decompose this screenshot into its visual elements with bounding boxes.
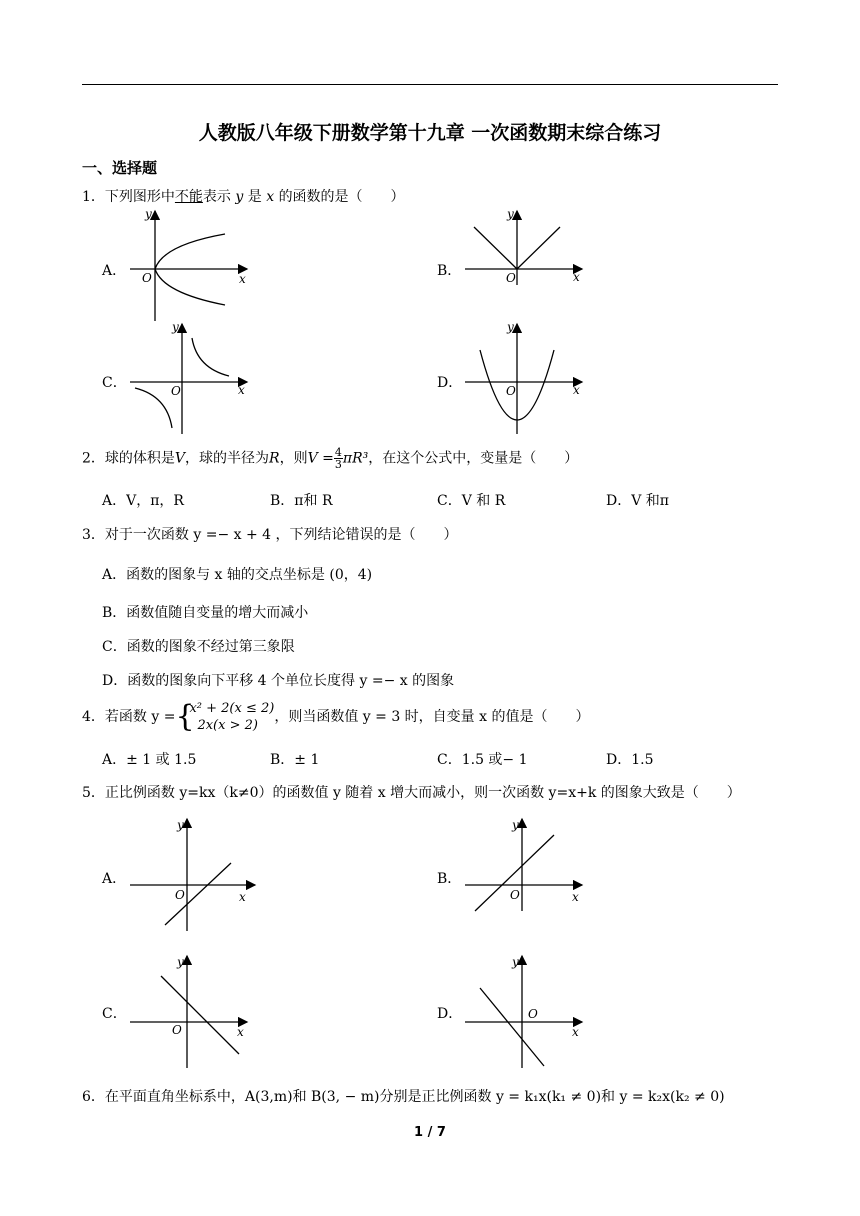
origin-label: O [142, 271, 152, 285]
q5-graph-b [460, 815, 590, 915]
q2-text-2: ，球的半径为 [185, 450, 270, 467]
question-6: 6．在平面直角坐标系中，A(3,m)和 B(3, − m)分别是正比例函数 y = k₁x(k₁ ≠ 0)和 y = k₂x(k₂ ≠ 0) [82, 1089, 725, 1105]
q2-formula-right: πR³ [342, 450, 369, 467]
q1-graph-c [125, 318, 255, 436]
question-1 [82, 186, 405, 206]
x-axis-label: x [239, 890, 246, 904]
q1-text-mid2: 是 [247, 189, 262, 205]
x-axis-label: x [573, 383, 580, 397]
origin-label: O [510, 888, 520, 902]
q2-option-b: B．π和 R [270, 493, 333, 509]
q1-text-mid: 表示 [202, 189, 231, 205]
q4-option-a: A．± 1 或 1.5 [102, 752, 197, 768]
q1-graph-d [460, 318, 590, 436]
q2-var-r: R [269, 450, 280, 467]
q4-option-d: D．1.5 [606, 752, 654, 768]
question-2 [82, 447, 578, 470]
x-axis-label: x [239, 272, 246, 286]
x-axis-label: x [572, 1025, 579, 1039]
x-axis-label: x [573, 270, 580, 284]
q2-formula-left: V = [307, 450, 334, 467]
q2-fraction [334, 447, 343, 470]
y-axis-label: y [512, 818, 519, 832]
x-axis-label: x [572, 890, 579, 904]
page-title: 人教版八年级下册数学第十九章 一次函数期末综合练习 [198, 122, 662, 144]
header-rule [82, 84, 778, 85]
q4-case-1: x² + 2(x ≤ 2) [189, 701, 275, 716]
q4-text-post: ，则当函数值 y = 3 时，自变量 x 的值是（ ） [274, 709, 590, 725]
q1-graph-b [460, 205, 590, 285]
q1-number: 1． [82, 189, 105, 205]
q4-case-2: 2x(x > 2) [197, 718, 258, 733]
q2-var-v: V [174, 450, 186, 467]
origin-label: O [172, 1023, 182, 1037]
q4-piecewise [175, 700, 274, 734]
q3-option-a: A．函数的图象与 x 轴的交点坐标是 (0，4) [102, 567, 373, 583]
q5-graph-d [460, 952, 590, 1072]
q2-text-4: ，在这个公式中，变量是（ ） [368, 450, 579, 467]
q3-option-d: D．函数的图象向下平移 4 个单位长度得 y =− x 的图象 [102, 673, 455, 689]
y-axis-label: y [507, 320, 514, 334]
q1-option-d-label: D． [437, 375, 463, 391]
q3-option-c: C．函数的图象不经过第三象限 [102, 639, 295, 655]
q2-frac-num: 4 [334, 446, 342, 459]
origin-label: O [175, 888, 185, 902]
origin-label: O [506, 384, 516, 398]
origin-label: O [171, 384, 181, 398]
q5-graph-a [125, 815, 255, 935]
q1-var-x: x [266, 189, 275, 205]
q4-option-b: B．± 1 [270, 752, 320, 768]
y-axis-label: y [177, 955, 184, 969]
question-5: 5．正比例函数 y=kx（k≠0）的函数值 y 随着 x 增大而减小，则一次函数 y=x+k 的图象大致是（ ） [82, 785, 741, 801]
q4-brace: { [175, 699, 195, 734]
q1-underlined: 不能 [174, 189, 203, 205]
question-4 [82, 700, 589, 734]
y-axis-label: y [507, 207, 514, 221]
origin-label: O [506, 271, 516, 285]
x-axis-label: x [237, 1025, 244, 1039]
q1-text-post: 的函数的是（ ） [278, 189, 405, 205]
page-number: 1 / 7 [414, 1125, 446, 1140]
q5-option-a-label: A． [102, 871, 127, 887]
q2-text-3: ，则 [279, 450, 308, 467]
q1-var-y: y [235, 189, 244, 205]
q4-option-c: C．1.5 或− 1 [437, 752, 528, 768]
q1-option-a-label: A． [102, 263, 127, 279]
question-3: 3．对于一次函数 y =− x + 4 ，下列结论错误的是（ ） [82, 527, 458, 543]
section-heading: 一、选择题 [82, 159, 158, 177]
q1-option-c-label: C． [102, 375, 127, 391]
q2-option-a: A．V，π，R [102, 493, 184, 509]
x-axis-label: x [238, 383, 245, 397]
q2-option-d: D．V 和π [606, 493, 669, 509]
q5-graph-c [125, 952, 255, 1072]
q5-option-d-label: D． [437, 1006, 463, 1022]
q1-graph-a [125, 205, 255, 325]
q2-text-1: 球的体积是 [104, 450, 175, 467]
q5-option-c-label: C． [102, 1006, 127, 1022]
q5-option-b-label: B． [437, 871, 462, 887]
origin-label: O [528, 1007, 538, 1021]
y-axis-label: y [172, 320, 179, 334]
q1-text-pre: 下列图形中 [104, 189, 175, 205]
q4-text-pre: 4．若函数 y = [82, 709, 176, 725]
q2-option-c: C．V 和 R [437, 493, 506, 509]
y-axis-label: y [512, 955, 519, 969]
y-axis-label: y [145, 207, 152, 221]
q3-option-b: B．函数值随自变量的增大而减小 [102, 605, 309, 621]
q2-number: 2． [82, 450, 105, 467]
q1-option-b-label: B． [437, 263, 462, 279]
q2-frac-den: 3 [334, 458, 342, 471]
y-axis-label: y [177, 818, 184, 832]
